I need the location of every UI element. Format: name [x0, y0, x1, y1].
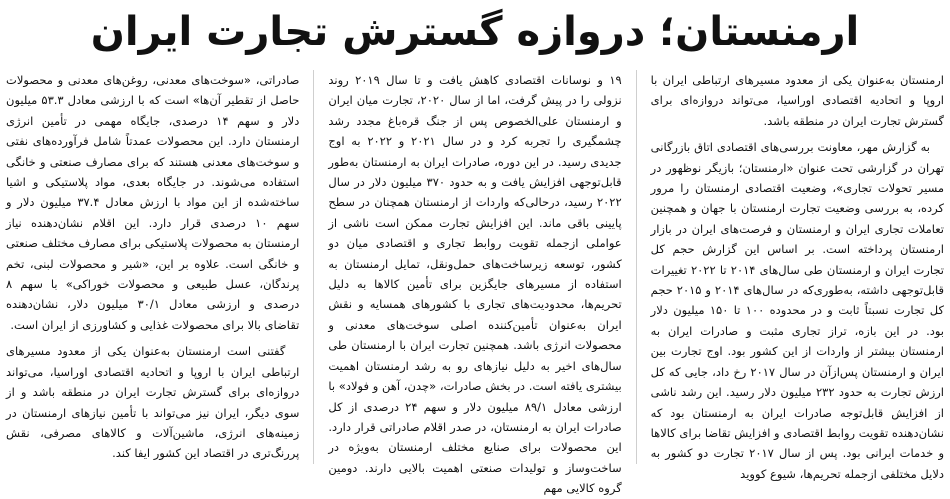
article-column-3 [6, 70, 299, 464]
paragraph-3: ۱۹ و نوسانات اقتصادی کاهش یافت و تا سال ۲۰۱۹ روند نزولی را در پیش گرفت، اما از سال ۲۰۲۰، تجارت میان ایران و ارمنستان علی‌الخصوص پس از جنگ قره‌باغ مجدد رشد چشمگیری را تجربه کرد و در سال ۲۰۲۱ و ۲۰۲۲ به اوج جدیدی رسید. در این دوره، صادرات ایران به ارمنستان به‌طور قابل‌توجهی افزایش یافت و به حدود ۳۷۰ میلیون دلار در سال ۲۰۲۲ رسید، درحالی‌که واردات از ارمنستان همچنان در سطح پایینی باقی ماند. این افزایش تجارت ممکن است ناشی از عواملی ازجمله تقویت روابط تجاری و اقتصادی میان دو کشور، توسعه زیرساخت‌های حمل‌ونقل، تمایل ارمنستان به استفاده از مسیرهای جایگزین برای تأمین کالاها به دلیل تحریم‌ها، محدودیت‌های تجاری با کشورهای همسایه و نقش ایران به‌عنوان تأمین‌کننده اصلی سوخت‌های معدنی و محصولات انرژی باشد. همچنین تجارت ایران با ارمنستان طی سال‌های اخیر به دلیل نیازهای رو به رشد ارمنستان اهمیت بیشتری یافته است. در بخش صادرات، «چدن، آهن و فولاد» با ارزشی معادل ۸۹/۱ میلیون دلار و سهم ۲۴ درصدی از کل صادرات ایران به ارمنستان، در صدر اقلام صادراتی قرار دارد. این محصولات برای صنایع مختلف ارمنستان به‌ویژه در ساخت‌وساز و تولیدات صنعتی اهمیت بالایی دارند. دومین گروه کالایی مهم [328, 73, 622, 496]
article-column-2 [328, 70, 622, 496]
article-columns [6, 70, 944, 496]
paragraph-4: صادراتی، «سوخت‌های معدنی، روغن‌های معدنی و محصولات حاصل از تقطیر آن‌ها» است که با ارزشی معادل ۵۳.۳ میلیون دلار و سهم ۱۴ درصدی، جایگاه مهمی در تأمین انرژی ارمنستان دارد. این محصولات عمدتاً شامل فرآورده‌های نفتی و سوخت‌های معدنی هستند که برای مصارف صنعتی و خانگی استفاده می‌شوند. در جایگاه بعدی، مواد پلاستیکی و اشیا ساخته‌شده از این مواد با ارزش معادل ۳۷.۴ میلیون دلار و سهم ۱۰ درصدی قرار دارد. این اقلام نشان‌دهنده نیاز ارمنستان به محصولات پلاستیکی برای مصارف مختلف صنعتی و خانگی است. علاوه بر این، «شیر و محصولات لبنی، تخم پرندگان، عسل طبیعی و محصولات خوراکی» با سهم ۸ درصدی و ارزشی معادل ۳۰/۱ میلیون دلار، نشان‌دهنده تقاضای بالا برای محصولات غذایی و کشاورزی از ایران است. [6, 73, 300, 332]
paragraph-2: به گزارش مهر، معاونت بررسی‌های اقتصادی اتاق بازرگانی تهران در گزارشی تحت عنوان «ارمنستان؛ بازیگر نوظهور در مسیر تحولات تجاری»، وضعیت اقتصادی ارمنستان را مرور کرده، به بررسی وضعیت تجارت ارمنستان با جهان و همچنین تعاملات تجاری ایران و ارمنستان و فرصت‌های ایران در بازار ارمنستان پرداخته است. بر اساس این گزارش حجم کل تجارت ایران و ارمنستان طی سال‌های ۲۰۱۴ تا ۲۰۲۲ تغییرات قابل‌توجهی داشته، به‌طوری‌که در سال‌های ۲۰۱۴ و ۲۰۱۵ حجم کل تجارت نسبتاً ثابت و در محدوده ۱۰۰ تا ۱۵۰ میلیون دلار بود. در این بازه، تراز تجاری مثبت و صادرات ایران به ارمنستان بیشتر از واردات از این کشور بود. اوج تجارت بین ایران و ارمنستان پس‌ازآن در سال ۲۰۱۷ رخ داد، جایی که کل ارزش تجارت به حدود ۲۳۲ میلیون دلار رسید. این رشد ناشی از افزایش قابل‌توجه صادرات ایران به ارمنستان بود که نشان‌دهنده تقویت روابط اقتصادی و افزایش تقاضا برای کالاها و خدمات ایرانی بود. پس از سال ۲۰۱۷ تجارت دو کشور به دلایل مختلفی ازجمله تحریم‌ها، شیوع کووید [650, 140, 944, 481]
paragraph-1: ارمنستان به‌عنوان یکی از معدود مسیرهای ارتباطی ایران با اروپا و اتحادیه اقتصادی اوراسیا، می‌تواند دروازه‌ای برای گسترش تجارت ایران در منطقه باشد. [650, 73, 944, 128]
column-divider [313, 70, 314, 464]
column-divider [636, 70, 637, 464]
article-headline: ارمنستان؛ دروازه گسترش تجارت ایران [90, 9, 860, 55]
article-column-1 [650, 70, 944, 481]
paragraph-5: گفتنی است ارمنستان به‌عنوان یکی از معدود مسیرهای ارتباطی ایران با اروپا و اتحادیه اقتصادی اوراسیا، می‌تواند دروازه‌ای برای گسترش تجارت ایران در منطقه باشد و از سوی دیگر، ایران نیز می‌تواند با تأمین نیازهای ارمنستان در زمینه‌های انرژی، ماشین‌آلات و کالاهای مصرفی، نقش پررنگ‌تری در اقتصاد این کشور ایفا کند. [6, 344, 300, 461]
